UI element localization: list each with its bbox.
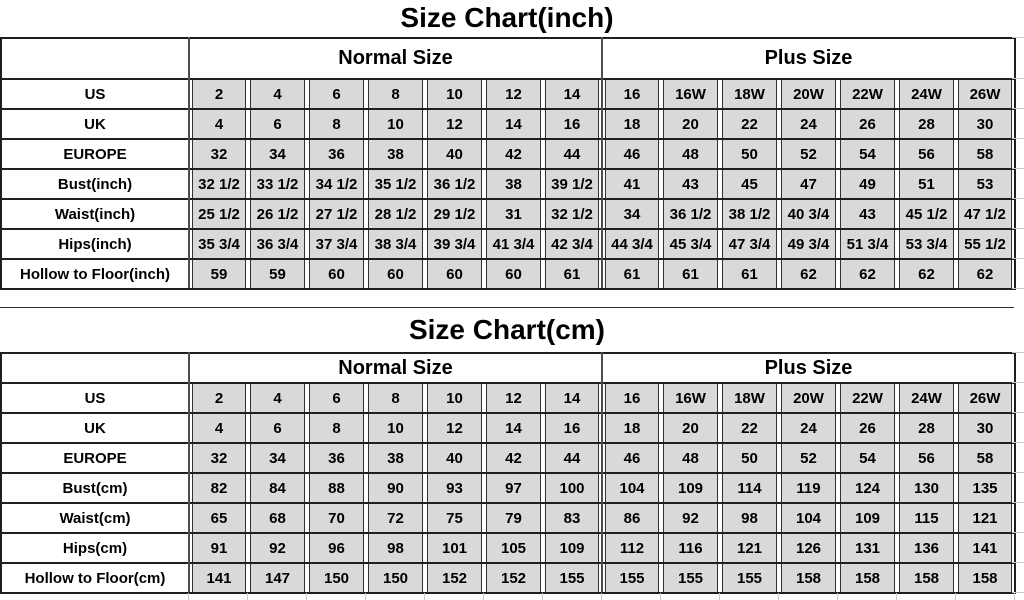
size-cell: 155 <box>543 563 602 593</box>
size-cell: 155 <box>661 563 720 593</box>
size-cell: 26W <box>956 79 1015 109</box>
size-cell: 18W <box>720 383 779 413</box>
size-cell: 62 <box>956 259 1015 289</box>
size-cell: 12 <box>425 413 484 443</box>
row-header: Bust(cm) <box>1 473 189 503</box>
size-cell: 51 <box>897 169 956 199</box>
size-cell: 44 <box>543 139 602 169</box>
row-header: Hips(inch) <box>1 229 189 259</box>
size-cell: 28 <box>897 109 956 139</box>
size-cell: 20W <box>779 79 838 109</box>
size-cell: 56 <box>897 139 956 169</box>
size-cell: 37 3/4 <box>307 229 366 259</box>
size-table-inch <box>0 37 1014 290</box>
size-cell: 60 <box>425 259 484 289</box>
size-cell: 4 <box>189 413 248 443</box>
size-cell: 62 <box>779 259 838 289</box>
size-cell: 47 3/4 <box>720 229 779 259</box>
size-cell: 22W <box>838 79 897 109</box>
group-header-normal-size: Normal Size <box>189 38 602 79</box>
size-cell: 130 <box>897 473 956 503</box>
size-cell: 16 <box>543 413 602 443</box>
size-cell: 32 <box>189 139 248 169</box>
size-cell: 54 <box>838 139 897 169</box>
size-cell: 55 1/2 <box>956 229 1015 259</box>
size-cell: 92 <box>248 533 307 563</box>
size-cell: 52 <box>779 443 838 473</box>
size-cell: 16 <box>602 79 661 109</box>
size-cell: 60 <box>307 259 366 289</box>
size-cell: 93 <box>425 473 484 503</box>
row-header: EUROPE <box>1 443 189 473</box>
size-cell: 41 3/4 <box>484 229 543 259</box>
size-cell: 4 <box>248 79 307 109</box>
size-cell: 10 <box>425 79 484 109</box>
group-header-plus-size: Plus Size <box>602 353 1015 383</box>
size-cell: 20W <box>779 383 838 413</box>
size-cell: 52 <box>779 139 838 169</box>
size-cell: 101 <box>425 533 484 563</box>
size-cell: 62 <box>897 259 956 289</box>
size-cell: 2 <box>189 383 248 413</box>
size-cell: 79 <box>484 503 543 533</box>
row-header: Hips(cm) <box>1 533 189 563</box>
table-row <box>1 79 1015 109</box>
size-cell: 18 <box>602 413 661 443</box>
size-cell: 34 <box>248 443 307 473</box>
size-cell: 32 <box>189 443 248 473</box>
size-cell: 44 3/4 <box>602 229 661 259</box>
size-cell: 112 <box>602 533 661 563</box>
table-row <box>1 139 1015 169</box>
size-cell: 38 <box>366 139 425 169</box>
row-header: EUROPE <box>1 139 189 169</box>
size-cell: 20 <box>661 413 720 443</box>
size-cell: 39 1/2 <box>543 169 602 199</box>
size-cell: 54 <box>838 443 897 473</box>
size-cell: 126 <box>779 533 838 563</box>
size-cell: 53 <box>956 169 1015 199</box>
size-cell: 96 <box>307 533 366 563</box>
size-cell: 41 <box>602 169 661 199</box>
size-cell: 2 <box>189 79 248 109</box>
row-header: UK <box>1 109 189 139</box>
row-header: Waist(inch) <box>1 199 189 229</box>
size-cell: 158 <box>956 563 1015 593</box>
size-cell: 16W <box>661 383 720 413</box>
size-cell: 82 <box>189 473 248 503</box>
row-header: Hollow to Floor(cm) <box>1 563 189 593</box>
size-cell: 46 <box>602 443 661 473</box>
size-cell: 12 <box>484 79 543 109</box>
size-cell: 36 3/4 <box>248 229 307 259</box>
table-row <box>1 383 1015 413</box>
size-cell: 84 <box>248 473 307 503</box>
size-cell: 40 3/4 <box>779 199 838 229</box>
size-cell: 121 <box>956 503 1015 533</box>
table-row <box>1 443 1015 473</box>
size-cell: 152 <box>425 563 484 593</box>
size-cell: 91 <box>189 533 248 563</box>
size-cell: 152 <box>484 563 543 593</box>
size-cell: 61 <box>661 259 720 289</box>
size-cell: 24 <box>779 413 838 443</box>
size-cell: 45 1/2 <box>897 199 956 229</box>
size-cell: 12 <box>484 383 543 413</box>
size-cell: 24W <box>897 79 956 109</box>
size-cell: 158 <box>838 563 897 593</box>
size-cell: 10 <box>366 109 425 139</box>
table-row <box>1 109 1015 139</box>
size-cell: 29 1/2 <box>425 199 484 229</box>
row-header: Hollow to Floor(inch) <box>1 259 189 289</box>
row-header: US <box>1 383 189 413</box>
size-cell: 61 <box>720 259 779 289</box>
size-cell: 16W <box>661 79 720 109</box>
size-cell: 92 <box>661 503 720 533</box>
size-cell: 38 3/4 <box>366 229 425 259</box>
size-cell: 141 <box>956 533 1015 563</box>
size-cell: 39 3/4 <box>425 229 484 259</box>
size-cell: 131 <box>838 533 897 563</box>
row-header: UK <box>1 413 189 443</box>
size-cell: 14 <box>484 413 543 443</box>
size-cell: 104 <box>779 503 838 533</box>
size-cell: 58 <box>956 139 1015 169</box>
size-cell: 48 <box>661 443 720 473</box>
size-cell: 60 <box>484 259 543 289</box>
size-cell: 51 3/4 <box>838 229 897 259</box>
size-cell: 109 <box>543 533 602 563</box>
size-cell: 47 <box>779 169 838 199</box>
size-cell: 40 <box>425 443 484 473</box>
table-row <box>1 259 1015 289</box>
size-cell: 136 <box>897 533 956 563</box>
size-cell: 46 <box>602 139 661 169</box>
size-cell: 75 <box>425 503 484 533</box>
size-cell: 35 1/2 <box>366 169 425 199</box>
size-cell: 58 <box>956 443 1015 473</box>
table-row <box>1 563 1015 593</box>
size-cell: 97 <box>484 473 543 503</box>
size-cell: 50 <box>720 443 779 473</box>
size-cell: 31 <box>484 199 543 229</box>
size-cell: 12 <box>425 109 484 139</box>
size-cell: 115 <box>897 503 956 533</box>
size-cell: 34 1/2 <box>307 169 366 199</box>
size-cell: 53 3/4 <box>897 229 956 259</box>
row-header: Bust(inch) <box>1 169 189 199</box>
size-cell: 38 <box>366 443 425 473</box>
size-cell: 33 1/2 <box>248 169 307 199</box>
size-cell: 158 <box>897 563 956 593</box>
table-row <box>1 503 1015 533</box>
size-cell: 27 1/2 <box>307 199 366 229</box>
size-cell: 38 <box>484 169 543 199</box>
size-cell: 10 <box>425 383 484 413</box>
size-cell: 36 1/2 <box>425 169 484 199</box>
size-cell: 14 <box>543 383 602 413</box>
size-cell: 26W <box>956 383 1015 413</box>
size-cell: 158 <box>779 563 838 593</box>
size-cell: 65 <box>189 503 248 533</box>
size-cell: 114 <box>720 473 779 503</box>
size-cell: 43 <box>838 199 897 229</box>
size-cell: 32 1/2 <box>189 169 248 199</box>
size-chart-inch-title: Size Chart(inch) <box>400 2 614 33</box>
size-cell: 36 <box>307 443 366 473</box>
size-cell: 150 <box>366 563 425 593</box>
size-cell: 28 <box>897 413 956 443</box>
size-cell: 4 <box>248 383 307 413</box>
size-cell: 6 <box>248 109 307 139</box>
size-cell: 36 1/2 <box>661 199 720 229</box>
size-cell: 109 <box>838 503 897 533</box>
size-cell: 135 <box>956 473 1015 503</box>
size-cell: 105 <box>484 533 543 563</box>
size-chart-cm-title: Size Chart(cm) <box>408 314 606 345</box>
size-cell: 98 <box>366 533 425 563</box>
size-cell: 61 <box>602 259 661 289</box>
size-cell: 22W <box>838 383 897 413</box>
size-cell: 44 <box>543 443 602 473</box>
group-header-normal-size: Normal Size <box>189 353 602 383</box>
size-cell: 10 <box>366 413 425 443</box>
size-cell: 155 <box>720 563 779 593</box>
size-cell: 109 <box>661 473 720 503</box>
size-cell: 14 <box>543 79 602 109</box>
size-cell: 49 3/4 <box>779 229 838 259</box>
size-cell: 6 <box>307 383 366 413</box>
size-cell: 42 <box>484 139 543 169</box>
size-cell: 60 <box>366 259 425 289</box>
size-cell: 25 1/2 <box>189 199 248 229</box>
size-table <box>0 37 1016 290</box>
size-cell: 16 <box>602 383 661 413</box>
size-cell: 155 <box>602 563 661 593</box>
size-cell: 40 <box>425 139 484 169</box>
size-cell: 47 1/2 <box>956 199 1015 229</box>
size-cell: 8 <box>366 383 425 413</box>
size-cell: 18 <box>602 109 661 139</box>
size-cell: 22 <box>720 109 779 139</box>
table-row <box>1 229 1015 259</box>
size-cell: 26 <box>838 413 897 443</box>
size-cell: 26 1/2 <box>248 199 307 229</box>
size-cell: 38 1/2 <box>720 199 779 229</box>
size-table <box>0 352 1016 594</box>
row-header: US <box>1 79 189 109</box>
size-cell: 34 <box>602 199 661 229</box>
size-cell: 104 <box>602 473 661 503</box>
size-cell: 28 1/2 <box>366 199 425 229</box>
size-cell: 42 <box>484 443 543 473</box>
size-cell: 43 <box>661 169 720 199</box>
size-cell: 26 <box>838 109 897 139</box>
size-cell: 119 <box>779 473 838 503</box>
size-cell: 32 1/2 <box>543 199 602 229</box>
size-cell: 141 <box>189 563 248 593</box>
corner-cell <box>1 353 189 383</box>
size-cell: 150 <box>307 563 366 593</box>
size-cell: 20 <box>661 109 720 139</box>
size-cell: 8 <box>307 413 366 443</box>
size-cell: 24W <box>897 383 956 413</box>
size-cell: 83 <box>543 503 602 533</box>
table-row <box>1 473 1015 503</box>
table-row <box>1 199 1015 229</box>
size-cell: 147 <box>248 563 307 593</box>
size-cell: 70 <box>307 503 366 533</box>
size-cell: 124 <box>838 473 897 503</box>
size-cell: 30 <box>956 413 1015 443</box>
size-cell: 14 <box>484 109 543 139</box>
size-cell: 4 <box>189 109 248 139</box>
size-cell: 116 <box>661 533 720 563</box>
size-cell: 42 3/4 <box>543 229 602 259</box>
size-cell: 18W <box>720 79 779 109</box>
size-cell: 34 <box>248 139 307 169</box>
size-cell: 6 <box>248 413 307 443</box>
row-header: Waist(cm) <box>1 503 189 533</box>
size-cell: 16 <box>543 109 602 139</box>
size-cell: 121 <box>720 533 779 563</box>
size-cell: 59 <box>248 259 307 289</box>
size-cell: 6 <box>307 79 366 109</box>
corner-cell <box>1 38 189 79</box>
size-cell: 22 <box>720 413 779 443</box>
size-cell: 98 <box>720 503 779 533</box>
size-cell: 36 <box>307 139 366 169</box>
size-cell: 100 <box>543 473 602 503</box>
table-row <box>1 413 1015 443</box>
size-cell: 90 <box>366 473 425 503</box>
size-cell: 49 <box>838 169 897 199</box>
size-cell: 8 <box>366 79 425 109</box>
size-cell: 24 <box>779 109 838 139</box>
size-cell: 62 <box>838 259 897 289</box>
size-cell: 48 <box>661 139 720 169</box>
size-cell: 68 <box>248 503 307 533</box>
size-cell: 61 <box>543 259 602 289</box>
size-cell: 59 <box>189 259 248 289</box>
group-header-plus-size: Plus Size <box>602 38 1015 79</box>
table-row <box>1 169 1015 199</box>
size-cell: 88 <box>307 473 366 503</box>
table-row <box>1 533 1015 563</box>
size-cell: 8 <box>307 109 366 139</box>
size-cell: 35 3/4 <box>189 229 248 259</box>
size-cell: 56 <box>897 443 956 473</box>
size-cell: 50 <box>720 139 779 169</box>
size-cell: 45 3/4 <box>661 229 720 259</box>
size-cell: 86 <box>602 503 661 533</box>
size-table-cm <box>0 352 1014 594</box>
size-cell: 45 <box>720 169 779 199</box>
size-cell: 30 <box>956 109 1015 139</box>
size-cell: 72 <box>366 503 425 533</box>
